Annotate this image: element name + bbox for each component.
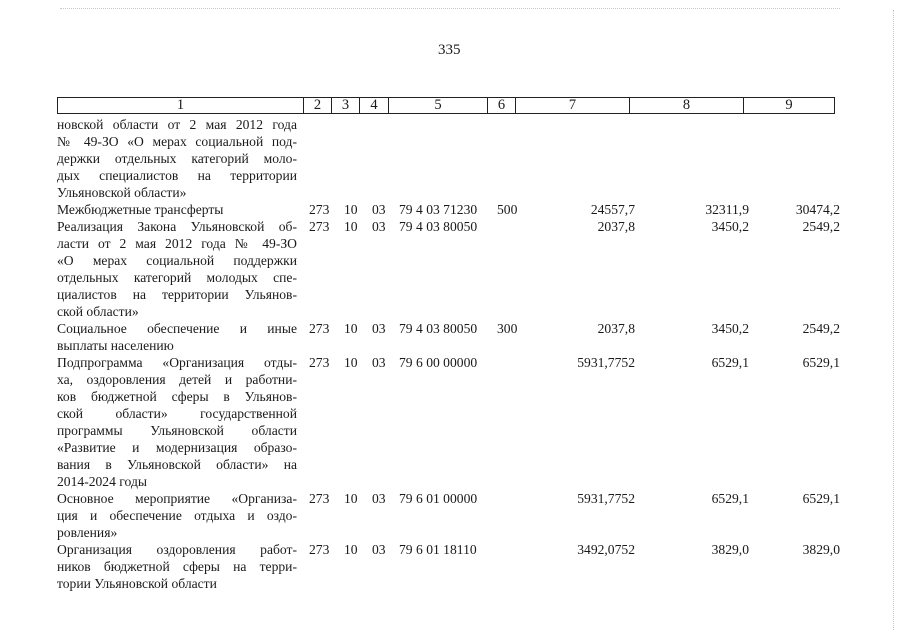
department-code: 273: [309, 202, 330, 217]
amount-col-7: 2037,8: [597, 321, 635, 336]
section-code: 10: [344, 491, 358, 506]
amount-col-7: 5931,7752: [577, 355, 635, 370]
table-row: [57, 201, 840, 218]
header-col-1: 1: [58, 98, 304, 114]
table-row: [57, 218, 840, 320]
amount-col-8: 3829,0: [711, 542, 749, 557]
page-number: 335: [438, 42, 461, 58]
page-edge-right: [893, 10, 894, 630]
header-col-8: 8: [630, 98, 744, 114]
row-name: Межбюджетные трансферты: [57, 202, 224, 217]
expense-type-code: 500: [497, 202, 518, 217]
row-name: Организация оздоровления работ- ников бюджетной сферы на терри- тории Ульяновской области: [57, 542, 297, 591]
subsection-code: 03: [372, 219, 386, 234]
amount-col-8: 6529,1: [711, 491, 749, 506]
department-code: 273: [309, 321, 330, 336]
amount-col-7: 24557,7: [590, 202, 635, 217]
header-col-3: 3: [332, 98, 360, 114]
target-article-code: 79 6 01 18110: [399, 542, 477, 557]
row-name: новской области от 2 мая 2012 года № 49-ЗО «О мерах социальной под- держки отдельных категорий моло- дых специалистов на территории Ульяновской области»: [57, 117, 297, 200]
amount-col-7: 3492,0752: [577, 542, 635, 557]
amount-col-9: 2549,2: [802, 219, 840, 234]
amount-col-7: 2037,8: [597, 219, 635, 234]
section-code: 10: [344, 542, 358, 557]
section-code: 10: [344, 219, 358, 234]
target-article-code: 79 6 00 00000: [399, 355, 478, 370]
table-header: [57, 97, 835, 114]
target-article-code: 79 4 03 80050: [399, 321, 478, 336]
section-code: 10: [344, 321, 358, 336]
subsection-code: 03: [372, 321, 386, 336]
target-article-code: 79 4 03 80050: [399, 219, 478, 234]
amount-col-8: 3450,2: [711, 321, 749, 336]
department-code: 273: [309, 219, 330, 234]
header-col-6: 6: [488, 98, 516, 114]
header-col-2: 2: [304, 98, 332, 114]
department-code: 273: [309, 491, 330, 506]
table-row: [57, 354, 840, 490]
amount-col-9: 2549,2: [802, 321, 840, 336]
amount-col-7: 5931,7752: [577, 491, 635, 506]
amount-col-9: 30474,2: [795, 202, 840, 217]
amount-col-8: 3450,2: [711, 219, 749, 234]
row-name: Подпрограмма «Организация отды- ха, оздоровления детей и работни- ков бюджетной сферы в Ульянов- ской области» государственной программы Ульяновской области «Развитие и модернизация образо- вания в Ульяновской области» на 2014-2024 годы: [57, 355, 297, 489]
table-row: [57, 116, 840, 201]
subsection-code: 03: [372, 202, 386, 217]
table-row: [57, 320, 840, 354]
expense-type-code: 300: [497, 321, 518, 336]
section-code: 10: [344, 355, 358, 370]
header-col-7: 7: [516, 98, 630, 114]
header-col-4: 4: [360, 98, 389, 114]
row-name: Реализация Закона Ульяновской об- ласти от 2 мая 2012 года № 49-ЗО «О мерах социальной поддержки отдельных категорий молодых спе- циалистов на территории Ульянов- ской области»: [57, 219, 297, 319]
subsection-code: 03: [372, 491, 386, 506]
amount-col-9: 6529,1: [802, 491, 840, 506]
header-col-5: 5: [389, 98, 488, 114]
target-article-code: 79 6 01 00000: [399, 491, 478, 506]
subsection-code: 03: [372, 355, 386, 370]
amount-col-9: 3829,0: [802, 542, 840, 557]
table-row: [57, 490, 840, 541]
department-code: 273: [309, 542, 330, 557]
subsection-code: 03: [372, 542, 386, 557]
target-article-code: 79 4 03 71230: [399, 202, 478, 217]
amount-col-9: 6529,1: [802, 355, 840, 370]
page-edge-top: [60, 8, 840, 9]
amount-col-8: 6529,1: [711, 355, 749, 370]
row-name: Основное мероприятие «Организа- ция и обеспечение отдыха и оздо- ровления»: [57, 491, 297, 540]
table-body: [57, 116, 840, 592]
header-col-9: 9: [744, 98, 835, 114]
amount-col-8: 32311,9: [705, 202, 749, 217]
table-row: [57, 541, 840, 592]
department-code: 273: [309, 355, 330, 370]
section-code: 10: [344, 202, 358, 217]
row-name: Социальное обеспечение и иные выплаты населению: [57, 321, 297, 353]
